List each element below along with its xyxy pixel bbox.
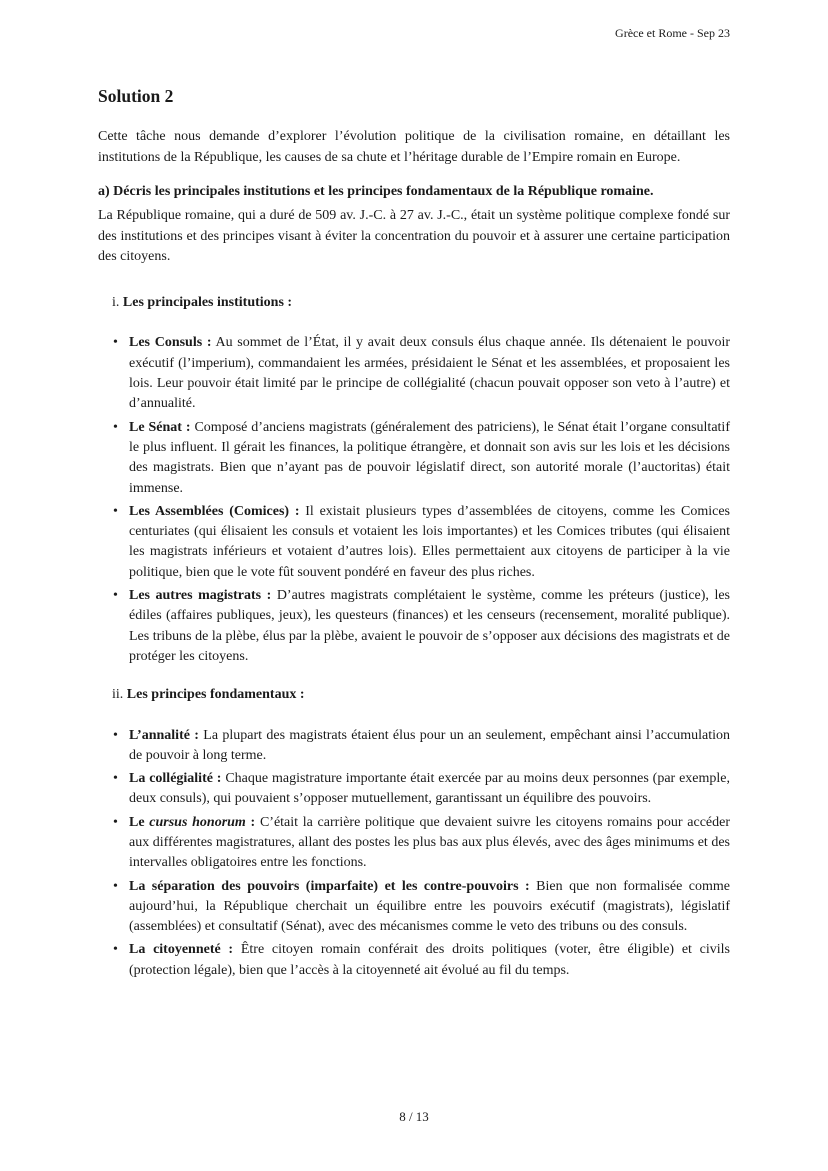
intro-paragraph: Cette tâche nous demande d’explorer l’évolution politique de la civilisation romaine, en détaillant les institutions de la République, les causes de sa chute et l’héritage durable de l’Empire romain en Europe. [98, 129, 730, 165]
list-item [129, 333, 730, 414]
item-text: Chaque magistrature importante était exercée par au moins deux personnes (par exemple, deux consuls), qui pouvaient s’opposer mutuellement, garantissant un équilibre des pouvoirs. [129, 771, 730, 807]
term-label: La collégialité : [129, 771, 222, 787]
list-item [129, 502, 730, 583]
item-text: Composé d’anciens magistrats (généralement des patriciens), le Sénat était l’organe consultatif le plus influent. Il gérait les finances, la politique étrangère, et donnait son avis sur les lois et les décisions des magistrats. Bien que n’ayant pas de pouvoir législatif direct, son autorité morale (l’auctoritas) était immense. [129, 419, 730, 496]
page-footer [0, 1108, 828, 1127]
item-text: Être citoyen romain conférait des droits politiques (voter, être éligible) et civils (protection légale), bien que l’accès à la citoyenneté ait évolué au fil du temps. [129, 942, 730, 978]
term-label: La séparation des pouvoirs (imparfaite) et les contre-pouvoirs : [129, 878, 530, 894]
term-label: Les Consuls : [129, 335, 212, 351]
term-italic: cursus honorum [149, 814, 246, 830]
list-item [129, 418, 730, 499]
subsection-ii-heading [98, 685, 730, 705]
item-text: Bien que non formalisée comme aujourd’hui, la République cherchait un équilibre entre les pouvoirs exécutif (magistrats), législatif (assemblées) et consultatif (Sénat), avec des mécanismes comme le veto des tribuns ou des consuls. [129, 878, 730, 935]
list-item [129, 769, 730, 810]
term-label: L’annalité : [129, 727, 199, 743]
subsection-ii-number: ii. [112, 687, 124, 703]
term-label [129, 815, 255, 830]
header-running-title: Grèce et Rome - Sep 23 [615, 26, 730, 40]
list-item [129, 813, 730, 874]
section-a-paragraph: La République romaine, qui a duré de 509 av. J.-C. à 27 av. J.-C., était un système politique complexe fondé sur des institutions et des principes visant à éviter la concentration du pouvoir et à assurer une certaine participation des citoyens. [98, 208, 730, 264]
page-number: 8 / 13 [399, 1109, 429, 1125]
item-text: Il existait plusieurs types d’assemblées de citoyens, comme les Comices centuriates (qui élisaient les consuls et votaient les lois importantes) et les Comices tributes (qui élisaient les magistrats inférieurs et votaient d’autres lois). Elles permettaient aux citoyens de participer à la vie politique, bien que le vote fût souvent pondéré en faveur des plus riches. [129, 503, 730, 580]
item-text: C’était la carrière politique que devaient suivre les citoyens romains pour accéder aux différentes magistratures, allant des postes les plus bas aux plus élevés, avec des âges minimums et des intervalles obligatoires entre les fonctions. [129, 814, 731, 871]
page-header [98, 26, 730, 40]
term-label: Le Sénat : [129, 419, 191, 435]
term-suffix: : [250, 814, 256, 830]
item-text: La plupart des magistrats étaient élus pour un an seulement, empêchant ainsi l’accumulation de pouvoir à long terme. [129, 727, 731, 763]
item-text: D’autres magistrats complétaient le système, comme les préteurs (justice), les édiles (affaires publiques, jeux), les questeurs (finances) et les censeurs (recensement, moralité publique). Les tribuns de la plèbe, élus par la plèbe, avaient le pouvoir de s’opposer aux décisions des magistrats et de protéger les citoyens. [129, 588, 731, 664]
list-item [129, 726, 730, 767]
principles-list [98, 726, 730, 982]
term-label: Les Assemblées (Comices) : [129, 503, 300, 519]
page-title: Solution 2 [98, 86, 174, 107]
item-text: Au sommet de l’État, il y avait deux consuls élus chaque année. Ils détenaient le pouvoir exécutif (l’imperium), commandaient les armées, présidaient le Sénat et les assemblées, et proposaient les lois. Leur pouvoir était limité par le principe de collégialité (chacun pouvait opposer son veto à l’autre) et d’annualité. [129, 335, 730, 412]
term-label: La citoyenneté : [129, 942, 234, 958]
subsection-i-title: Les principales institutions : [122, 295, 293, 311]
list-item [129, 586, 730, 667]
section-a-heading: a) Décris les principales institutions et les principes fondamentaux de la République romaine. [98, 183, 654, 199]
subsection-ii-title: Les principes fondamentaux : [126, 687, 305, 703]
term-prefix: Le [129, 814, 145, 830]
subsection-i-heading [98, 293, 730, 313]
list-item [129, 940, 730, 981]
subsection-i-number: i. [112, 295, 120, 311]
term-label: Les autres magistrats : [129, 588, 272, 604]
list-item [129, 877, 730, 938]
institutions-list [98, 333, 730, 667]
